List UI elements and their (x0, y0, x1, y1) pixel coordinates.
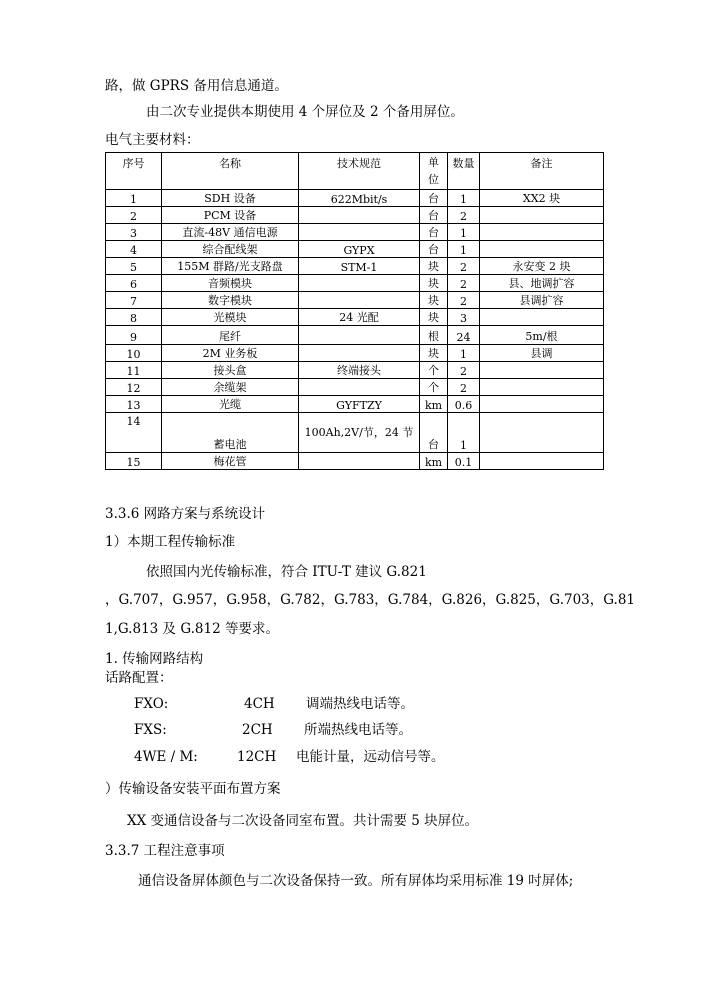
cell-note: XX2 块 (480, 190, 604, 207)
cell-qty: 1 (448, 345, 480, 362)
cell-name: 尾纤 (162, 326, 299, 345)
cell-qty: 24 (448, 326, 480, 345)
voice-row-channels: 12CH (237, 749, 277, 765)
cell-unit: 台 (420, 241, 448, 258)
item-1-title: 1）本期工程传输标准 (105, 534, 236, 550)
cell-spec: 622Mbit/s (299, 190, 420, 207)
cell-name: 光缆 (162, 396, 299, 413)
cell-spec (299, 207, 420, 224)
header-note: 备注 (480, 153, 604, 190)
table-title: 电气主要材料： (105, 132, 200, 148)
cell-name: 光模块 (162, 309, 299, 326)
cell-seq: 13 (106, 396, 162, 413)
cell-name: 音频模块 (162, 275, 299, 292)
voice-row-label: 4WE / M: (134, 749, 198, 765)
cell-spec (299, 453, 420, 470)
cell-unit: 根 (420, 326, 448, 345)
cell-name: PCM 设备 (162, 207, 299, 224)
table-row (106, 396, 604, 413)
cell-note (480, 413, 604, 453)
header-spec: 技术规范 (299, 153, 420, 190)
cell-spec: STM-1 (299, 258, 420, 275)
header-unit: 单位 (420, 153, 448, 190)
cell-spec: GYFTZY (299, 396, 420, 413)
cell-seq: 4 (106, 241, 162, 258)
cell-note (480, 453, 604, 470)
cell-qty: 3 (448, 309, 480, 326)
structure-title: 1. 传输网路结构 (105, 651, 204, 667)
cell-name: 综合配线架 (162, 241, 299, 258)
cell-spec: 100Ah,2V/节，24 节 (299, 413, 420, 453)
cell-qty: 2 (448, 292, 480, 309)
cell-spec (299, 326, 420, 345)
table-row (106, 453, 604, 470)
table-row (106, 309, 604, 326)
intro-line-1: 路，做 GPRS 备用信息通道。 (105, 78, 288, 94)
cell-name: 2M 业务板 (162, 345, 299, 362)
cell-unit: 台 (420, 413, 448, 453)
cell-spec (299, 379, 420, 396)
cell-unit: 块 (420, 275, 448, 292)
table-row (106, 241, 604, 258)
cell-qty: 0.1 (448, 453, 480, 470)
table-row (106, 224, 604, 241)
cell-unit: 台 (420, 190, 448, 207)
cell-qty: 1 (448, 190, 480, 207)
cell-note (480, 396, 604, 413)
cell-unit: 块 (420, 258, 448, 275)
cell-name: 直流-48V 通信电源 (162, 224, 299, 241)
cell-spec: 24 光配 (299, 309, 420, 326)
install-title: ）传输设备安装平面布置方案 (105, 781, 281, 797)
section-336-title: 3.3.6 网路方案与系统设计 (105, 506, 266, 522)
header-seq: 序号 (106, 153, 162, 190)
cell-note: 县、地调扩容 (480, 275, 604, 292)
table-row (106, 379, 604, 396)
materials-table (105, 152, 604, 470)
cell-seq: 15 (106, 453, 162, 470)
cell-name: 数字模块 (162, 292, 299, 309)
table-row (106, 362, 604, 379)
cell-seq: 8 (106, 309, 162, 326)
cell-spec (299, 292, 420, 309)
cell-note: 5m/根 (480, 326, 604, 345)
cell-name: 余缆架 (162, 379, 299, 396)
cell-seq: 5 (106, 258, 162, 275)
standards-line-3: 1,G.813 及 G.812 等要求。 (105, 621, 279, 637)
cell-seq: 6 (106, 275, 162, 292)
cell-note: 县调扩容 (480, 292, 604, 309)
cell-qty: 2 (448, 379, 480, 396)
cell-spec (299, 224, 420, 241)
cell-qty: 2 (448, 275, 480, 292)
cell-qty: 2 (448, 362, 480, 379)
cell-seq: 9 (106, 326, 162, 345)
cell-unit: 台 (420, 207, 448, 224)
table-row (106, 413, 604, 453)
cell-qty: 1 (448, 413, 480, 453)
cell-note (480, 362, 604, 379)
table-row (106, 275, 604, 292)
cell-seq: 1 (106, 190, 162, 207)
cell-spec: 终端接头 (299, 362, 420, 379)
cell-spec (299, 345, 420, 362)
cell-note (480, 207, 604, 224)
table-row (106, 326, 604, 345)
cell-note (480, 379, 604, 396)
table-row (106, 190, 604, 207)
cell-qty: 1 (448, 224, 480, 241)
table-row (106, 207, 604, 224)
voice-row-label: FXS: (134, 722, 167, 738)
cell-name: 接头盒 (162, 362, 299, 379)
cell-note: 县调 (480, 345, 604, 362)
cell-name: SDH 设备 (162, 190, 299, 207)
voice-row-description: 电能计量，远动信号等。 (296, 749, 445, 765)
table-row (106, 258, 604, 275)
cell-note (480, 241, 604, 258)
cell-qty: 2 (448, 258, 480, 275)
cell-qty: 1 (448, 241, 480, 258)
cell-spec (299, 275, 420, 292)
cell-seq: 2 (106, 207, 162, 224)
voice-row-label: FXO: (134, 696, 169, 712)
cell-name: 155M 群路/光支路盘 (162, 258, 299, 275)
install-text: XX 变通信设备与二次设备同室布置。共计需要 5 块屏位。 (127, 813, 479, 829)
table-row (106, 292, 604, 309)
cell-seq: 11 (106, 362, 162, 379)
cell-qty: 2 (448, 207, 480, 224)
table-row (106, 345, 604, 362)
cell-unit: 台 (420, 224, 448, 241)
cell-seq: 14 (106, 413, 162, 453)
cell-name: 蓄电池 (162, 413, 299, 453)
cell-seq: 10 (106, 345, 162, 362)
notes-text: 通信设备屏体颜色与二次设备保持一致。所有屏体均采用标准 19 吋屏体; (138, 873, 574, 889)
cell-unit: 块 (420, 292, 448, 309)
standards-line-1: 依照国内光传输标准，符合 ITU-T 建议 G.821 (146, 564, 427, 580)
header-qty: 数量 (448, 153, 480, 190)
table-header-row (106, 153, 604, 190)
cell-unit: km (420, 453, 448, 470)
cell-seq: 3 (106, 224, 162, 241)
cell-spec: GYPX (299, 241, 420, 258)
cell-qty: 0.6 (448, 396, 480, 413)
voice-row-channels: 4CH (244, 696, 275, 712)
cell-seq: 12 (106, 379, 162, 396)
cell-unit: 个 (420, 379, 448, 396)
intro-line-2: 由二次专业提供本期使用 4 个屏位及 2 个备用屏位。 (146, 104, 464, 120)
cell-name: 梅花管 (162, 453, 299, 470)
section-337-title: 3.3.7 工程注意事项 (105, 843, 225, 859)
cell-note: 永安变 2 块 (480, 258, 604, 275)
header-name: 名称 (162, 153, 299, 190)
voice-row-description: 所端热线电话等。 (304, 722, 412, 738)
cell-seq: 7 (106, 292, 162, 309)
cell-unit: 个 (420, 362, 448, 379)
cell-unit: 块 (420, 345, 448, 362)
cell-unit: km (420, 396, 448, 413)
standards-line-2: ，G.707，G.957，G.958，G.782，G.783，G.784，G.826，G.825，G.703，G.81 (105, 592, 636, 608)
cell-note (480, 309, 604, 326)
cell-unit: 块 (420, 309, 448, 326)
voice-row-description: 调端热线电话等。 (306, 696, 414, 712)
voice-row-channels: 2CH (242, 722, 273, 738)
cell-note (480, 224, 604, 241)
voice-config-label: 话路配置： (105, 670, 173, 686)
